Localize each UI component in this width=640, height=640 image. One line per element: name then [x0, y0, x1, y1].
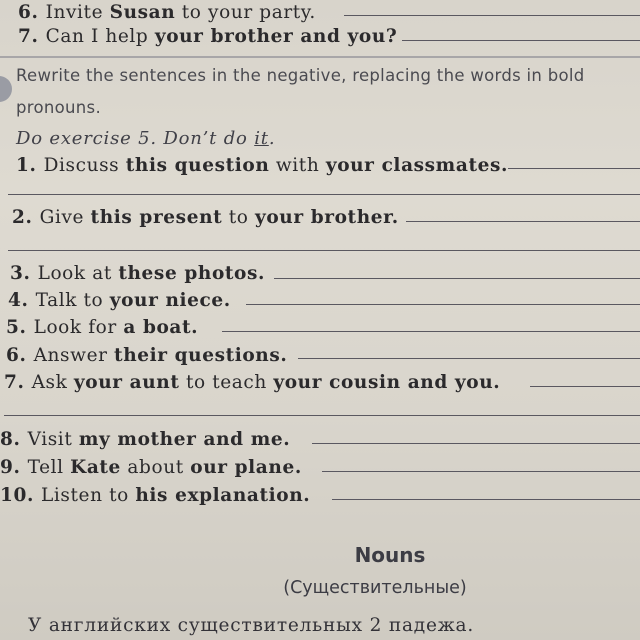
answer-line: [402, 40, 640, 41]
sentence-number: 3.: [10, 263, 38, 284]
answer-line: [298, 358, 640, 359]
instruction-line-1: Rewrite the sentences in the negative, replacing the words in bold: [16, 66, 585, 85]
sentence-number: 9.: [0, 457, 28, 478]
sentence-text: Can I help: [45, 26, 155, 47]
answer-line: [406, 221, 640, 222]
sentence-text: Talk to: [35, 290, 110, 311]
bold-phrase: our plane.: [190, 457, 302, 478]
answer-line: [312, 443, 640, 444]
sentence-1: [16, 155, 508, 176]
answer-line-continued: [8, 250, 640, 251]
sentence-4: [8, 290, 231, 311]
sentence-number: 5.: [6, 317, 34, 338]
sentence-number: 6.: [18, 2, 46, 23]
sentence-text: Listen to: [41, 485, 136, 506]
sentence-text: Tell: [27, 457, 71, 478]
section-title: Nouns: [354, 543, 426, 567]
example-text: Do exercise 5. Don’t do: [16, 128, 255, 149]
bold-phrase: this present: [90, 207, 223, 228]
sentence-text: Discuss: [43, 155, 126, 176]
sentence-9: [0, 457, 302, 478]
bold-phrase: your brother and you?: [154, 26, 398, 47]
bold-phrase: this question: [125, 155, 270, 176]
answer-line: [508, 168, 640, 169]
bold-phrase: my mother and me.: [78, 429, 291, 450]
bold-phrase: their questions.: [114, 345, 288, 366]
sentence-text: to teach: [179, 372, 274, 393]
sentence-number: 4.: [8, 290, 36, 311]
answer-line: [332, 499, 640, 500]
example-sentence: [16, 128, 275, 149]
sentence-text: with: [269, 155, 326, 176]
answer-line: [222, 331, 640, 332]
answer-line-continued: [8, 194, 640, 195]
sentence-text: Answer: [33, 345, 115, 366]
answer-line: [322, 471, 640, 472]
answer-line: [530, 386, 640, 387]
instruction-line-2: pronouns.: [16, 98, 101, 117]
bold-phrase: your classmates.: [325, 155, 509, 176]
section-divider: [0, 56, 640, 58]
sentence-text: Invite: [45, 2, 110, 23]
sentence-6: [6, 345, 287, 366]
sentence-2: [12, 207, 399, 228]
sentence-8: [0, 429, 290, 450]
prev-sentence-7: [18, 26, 397, 47]
sentence-5: [6, 317, 198, 338]
bold-phrase: your brother.: [255, 207, 399, 228]
sentence-7: [4, 372, 500, 393]
bold-phrase: your cousin and you.: [273, 372, 501, 393]
exercise-marker-icon: [0, 76, 12, 102]
sentence-10: [0, 485, 310, 506]
answer-line: [344, 15, 640, 16]
sentence-text: Look for: [33, 317, 124, 338]
sentence-text: about: [120, 457, 191, 478]
prev-sentence-6: [18, 2, 316, 23]
sentence-number: 7.: [18, 26, 46, 47]
sentence-text: Look at: [37, 263, 119, 284]
example-end: .: [268, 128, 276, 149]
bold-phrase: your aunt: [73, 372, 180, 393]
bold-phrase: his explanation.: [135, 485, 311, 506]
bold-phrase: these photos.: [118, 263, 266, 284]
answer-line: [274, 278, 640, 279]
bold-phrase: Kate: [70, 457, 121, 478]
answer-line-continued: [4, 415, 640, 416]
sentence-text: to your party.: [175, 2, 316, 23]
sentence-text: to: [222, 207, 255, 228]
sentence-number: 10.: [0, 485, 42, 506]
bold-phrase: Susan: [109, 2, 176, 23]
sentence-3: [10, 263, 265, 284]
sentence-text: Give: [39, 207, 91, 228]
section-text: У английских существительных 2 падежа.: [28, 615, 475, 636]
sentence-number: 7.: [4, 372, 32, 393]
sentence-number: 2.: [12, 207, 40, 228]
sentence-number: 8.: [0, 429, 28, 450]
sentence-text: Visit: [27, 429, 79, 450]
answer-line: [246, 304, 640, 305]
example-underlined: it: [254, 128, 269, 149]
bold-phrase: your niece.: [109, 290, 231, 311]
sentence-text: Ask: [31, 372, 74, 393]
bold-phrase: a boat.: [123, 317, 199, 338]
section-subtitle: (Существительные): [283, 578, 467, 598]
sentence-number: 6.: [6, 345, 34, 366]
sentence-number: 1.: [16, 155, 44, 176]
